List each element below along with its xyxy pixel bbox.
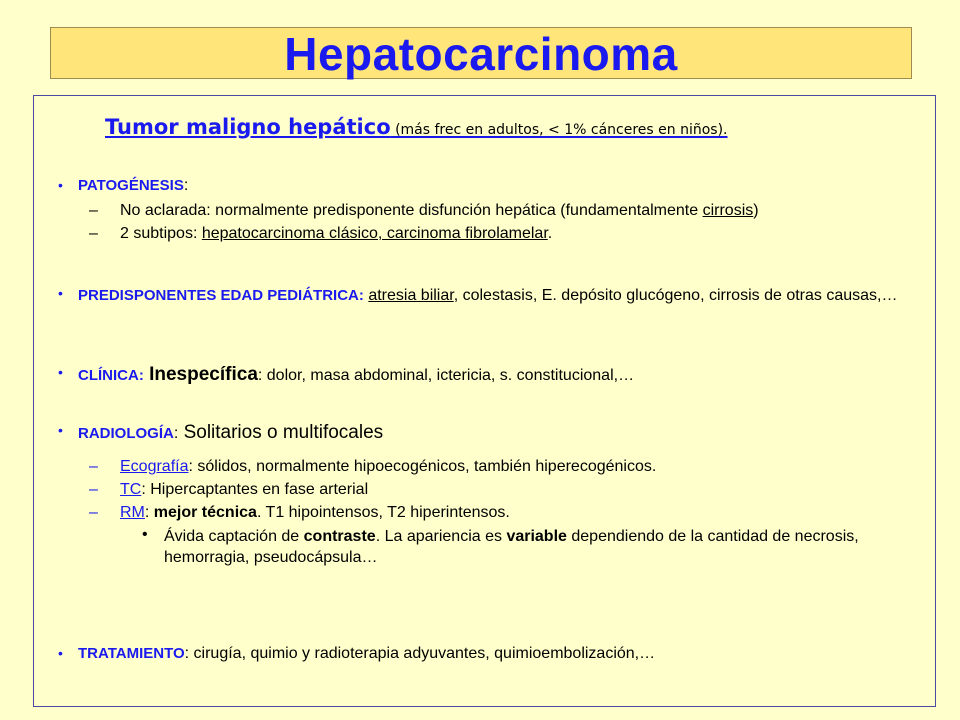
section-clinica (58, 364, 898, 386)
list-item (142, 526, 900, 568)
rm-detail-text: . La apariencia es (375, 528, 507, 545)
section-tratamiento (58, 645, 898, 663)
section-radiologia (58, 422, 900, 568)
item-text: No aclarada: normalmente predisponente disfunción hepática (fundamentalmente (120, 202, 703, 219)
list-item (89, 504, 900, 522)
subtitle-note: (más frec en adultos, < 1% cánceres en niños). (390, 122, 728, 138)
colon: : (144, 504, 154, 521)
bullet: • (58, 422, 63, 438)
bullet: • (142, 526, 148, 543)
bullet: • (58, 177, 63, 193)
bullet: • (58, 285, 63, 301)
tratamiento-label: TRATAMIENTO (78, 645, 185, 662)
predisponentes-label: PREDISPONENTES EDAD PEDIÁTRICA: (78, 287, 364, 304)
dash: – (89, 202, 98, 219)
list-item (89, 202, 900, 220)
dash: – (89, 481, 98, 498)
dash: – (89, 504, 98, 521)
dash: – (89, 458, 98, 475)
item-text-end: . (547, 225, 553, 242)
radiologia-label: RADIOLOGÍA (78, 425, 174, 442)
ecografia-text: : sólidos, normalmente hipoecogénicos, también hiperecogénicos. (188, 458, 657, 475)
clinica-label: CLÍNICA: (78, 367, 144, 384)
item-text: 2 subtipos: (120, 225, 202, 242)
section-patogenesis (58, 177, 900, 243)
subtitle (105, 115, 728, 139)
predisponentes-text: , colestasis, E. depósito glucógeno, cirrosis de otras causas,… (453, 287, 898, 304)
inespecifica: Inespecífica (143, 364, 258, 385)
bullet: • (58, 364, 63, 380)
section-predisponentes (58, 285, 898, 306)
list-item (89, 458, 900, 476)
tratamiento-text: : cirugía, quimio y radioterapia adyuvantes, quimioembolización,… (184, 645, 656, 662)
tc-text: : Hipercaptantes en fase arterial (141, 481, 369, 498)
bullet: • (58, 645, 63, 661)
title-box (50, 27, 912, 79)
tc-label: TC (120, 481, 142, 498)
rm-detail-text: Ávida captación de (164, 528, 304, 545)
rm-text: . T1 hipointensos, T2 hiperintensos. (256, 504, 510, 521)
item-underlined: hepatocarcinoma clásico, carcinoma fibrolamelar (201, 225, 548, 242)
clinica-text: : dolor, masa abdominal, ictericia, s. constitucional,… (257, 367, 635, 384)
list-item (89, 481, 900, 499)
mejor-tecnica: mejor técnica (153, 504, 257, 521)
variable: variable (506, 528, 567, 545)
colon: : (173, 425, 179, 442)
colon: : (183, 177, 189, 194)
item-text-end: ) (753, 202, 759, 219)
list-item (89, 225, 900, 243)
slide-title: Hepatocarcinoma (284, 28, 678, 80)
dash: – (89, 225, 98, 242)
radiologia-text: Solitarios o multifocales (178, 422, 384, 443)
rm-label: RM (120, 504, 145, 521)
subtitle-main: Tumor maligno hepático (105, 115, 391, 139)
patogenesis-label: PATOGÉNESIS (78, 177, 184, 194)
ecografia-label: Ecografía (120, 458, 189, 475)
rm-detail-text: dependiendo de la cantidad de necrosis, hemorragia, pseudocápsula… (164, 528, 859, 566)
atresia-biliar: atresia biliar (368, 287, 454, 304)
item-underlined: cirrosis (702, 202, 754, 219)
contraste: contraste (303, 528, 376, 545)
